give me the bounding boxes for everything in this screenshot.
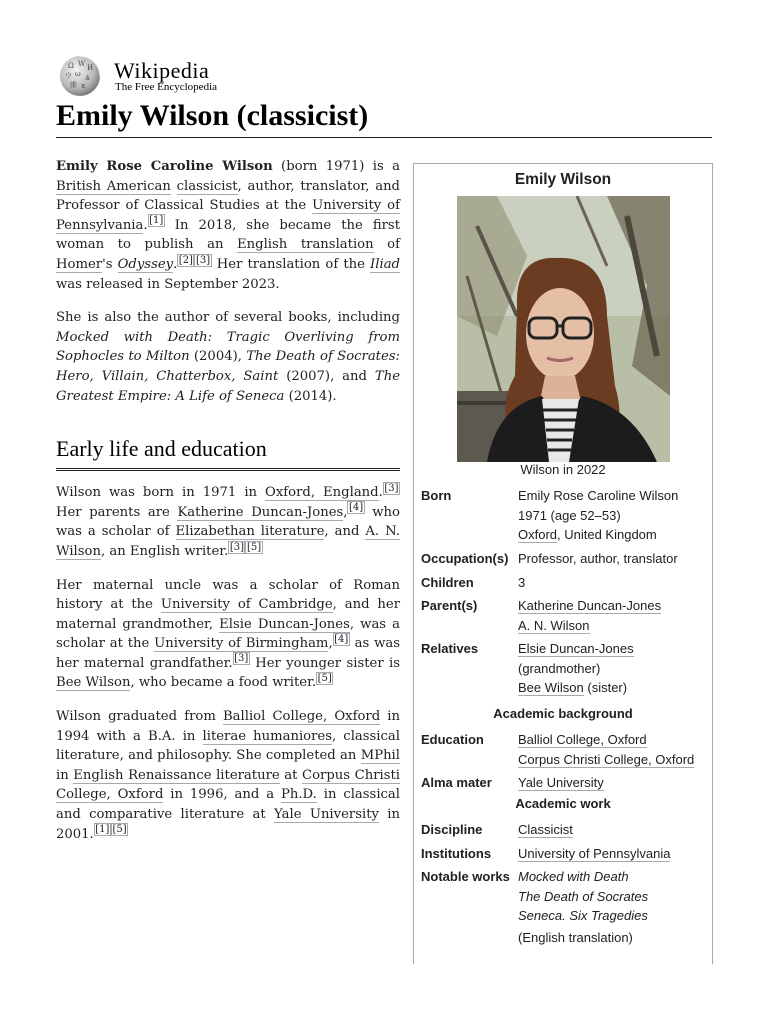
svg-text:Ω: Ω xyxy=(68,62,74,70)
text: . xyxy=(378,485,383,501)
text: at xyxy=(279,767,303,783)
subject-name: Emily Rose Caroline Wilson xyxy=(56,159,273,174)
svg-text:維: 維 xyxy=(70,81,77,89)
label-discipline: Discipline xyxy=(421,822,483,837)
text: Her translation of the xyxy=(211,256,371,272)
link-upenn[interactable]: University of Pennsylvania xyxy=(56,198,400,233)
intro-paragraph-1 xyxy=(56,157,400,294)
relative-note: (sister) xyxy=(583,680,628,695)
link-literae-humaniores[interactable]: literae humaniores xyxy=(202,728,333,744)
link-oxford-england[interactable]: Oxford, England xyxy=(265,485,379,501)
text: in 1996, and a xyxy=(163,787,281,803)
citation-5[interactable]: [5] xyxy=(317,673,332,685)
citation-2[interactable]: [2] xyxy=(178,254,193,266)
label-occupation: Occupation(s) xyxy=(421,551,509,566)
value-parents xyxy=(518,596,710,635)
citation-3[interactable]: [3] xyxy=(195,254,211,266)
svg-text:ω: ω xyxy=(75,70,81,78)
citation-5[interactable]: [5] xyxy=(246,541,262,553)
link-an-wilson[interactable]: A. N. Wilson xyxy=(56,524,401,559)
label-children: Children xyxy=(421,575,474,590)
infobox-title: Emily Wilson xyxy=(514,171,612,188)
link-oxford[interactable]: Oxford xyxy=(518,527,558,542)
link-university-of-cambridge[interactable]: University of Cambridge xyxy=(160,597,333,613)
text: Wilson graduated from xyxy=(56,709,223,725)
text: Her parents are xyxy=(56,504,178,520)
link-odyssey[interactable]: Odyssey xyxy=(117,256,174,272)
citation-3[interactable]: [3] xyxy=(229,541,244,553)
section-academic-background: Academic background xyxy=(493,706,633,721)
book-title: The Death of Socrates: Hero, Villain, Chatterbox, Saint xyxy=(56,349,400,384)
text: , author, translator, and Professor of Classical Studies at the xyxy=(56,178,401,214)
text: in 2001. xyxy=(56,807,400,842)
section-heading-early-life: Early life and education xyxy=(56,434,400,471)
link-balliol-college[interactable]: Balliol College, Oxford xyxy=(222,709,381,725)
relative-note: (grandmother) xyxy=(518,660,601,676)
text: , xyxy=(343,504,348,520)
value-notable-works xyxy=(518,867,710,947)
text: , an English writer. xyxy=(100,543,229,559)
text: She is also the author of several books, including xyxy=(56,310,400,326)
born-name: Emily Rose Caroline Wilson xyxy=(518,488,679,503)
label-relatives: Relatives xyxy=(421,641,479,656)
link-discipline-classicist[interactable]: Classicist xyxy=(518,822,573,837)
link-parent-an-wilson[interactable]: A. N. Wilson xyxy=(518,617,590,633)
text: (2007), and xyxy=(278,368,375,384)
intro-paragraph-2 xyxy=(56,308,400,406)
text: was released in September 2023. xyxy=(56,276,280,292)
link-alma-mater-yale[interactable]: Yale University xyxy=(518,775,604,790)
link-education-balliol[interactable]: Balliol College, Oxford xyxy=(518,732,647,747)
link-relative-bee[interactable]: Bee Wilson xyxy=(518,680,584,695)
page-title: Emily Wilson (classicist) xyxy=(56,96,712,138)
label-parents: Parent(s) xyxy=(421,598,478,613)
citation-1[interactable]: [1] xyxy=(95,824,110,836)
link-english-renaissance-literature[interactable]: English Renaissance literature xyxy=(73,767,280,783)
text: in classical and comparative literature at xyxy=(56,787,401,823)
text: (2004), xyxy=(189,349,247,365)
book-title: Mocked with Death: Tragic Overliving from Sophocles to Milton xyxy=(56,329,400,365)
value-born xyxy=(518,486,710,545)
link-parent-katherine[interactable]: Katherine Duncan-Jones xyxy=(518,598,662,613)
text: 's xyxy=(102,256,118,272)
notable-work-note: (English translation) xyxy=(518,929,633,945)
svg-text:И: И xyxy=(87,64,94,72)
citation-4[interactable]: [4] xyxy=(334,633,349,645)
article-body xyxy=(56,157,400,858)
label-notable-works: Notable works xyxy=(421,869,510,884)
text: Her maternal uncle was a scholar of Roman history at the xyxy=(56,577,400,613)
text: , xyxy=(328,636,333,652)
wikipedia-globe-icon xyxy=(56,54,104,98)
citation-5[interactable]: [5] xyxy=(112,824,127,836)
link-university-of-birmingham[interactable]: University of Birmingham xyxy=(154,636,329,652)
text: , and xyxy=(324,524,366,540)
link-british-american[interactable]: British American xyxy=(56,178,171,194)
early-paragraph-2 xyxy=(56,576,400,694)
link-homer[interactable]: Homer xyxy=(56,256,103,272)
book-title: The Greatest Empire: A Life of Seneca xyxy=(56,368,400,404)
text: In 2018, she became the first woman to publish an xyxy=(56,217,400,253)
text: of xyxy=(373,237,400,253)
early-paragraph-3 xyxy=(56,707,400,844)
svg-text:ธ: ธ xyxy=(81,82,86,90)
text: who was a scholar of xyxy=(56,504,400,540)
link-yale-university[interactable]: Yale University xyxy=(273,807,379,823)
notable-work: The Death of Socrates xyxy=(518,888,649,904)
born-date: 1971 (age 52–53) xyxy=(518,507,621,523)
text xyxy=(171,179,177,194)
text: (2014). xyxy=(284,388,337,404)
link-english-translation[interactable]: English translation xyxy=(237,237,374,253)
notable-work: Seneca. Six Tragedies xyxy=(518,908,648,923)
text: Wilson was born in 1971 in xyxy=(56,485,266,501)
text: , United Kingdom xyxy=(557,527,657,542)
value-children: 3 xyxy=(518,575,526,590)
text: . xyxy=(143,217,148,233)
text: in xyxy=(56,767,74,783)
text: , classical literature, and philosophy. She completed an xyxy=(56,728,400,764)
value-education xyxy=(518,730,710,769)
label-institutions: Institutions xyxy=(421,846,492,861)
label-born: Born xyxy=(421,488,452,503)
link-classicist[interactable]: classicist xyxy=(176,178,238,194)
early-paragraph-1 xyxy=(56,483,400,561)
text: , who became a food writer. xyxy=(130,675,317,691)
svg-text:Ѧ: Ѧ xyxy=(85,74,91,82)
link-elizabethan-literature[interactable]: Elizabethan literature xyxy=(175,524,325,540)
link-relative-elsie[interactable]: Elsie Duncan-Jones xyxy=(518,641,634,656)
value-occupation: Professor, author, translator xyxy=(518,551,678,566)
label-education: Education xyxy=(421,732,484,747)
citation-4[interactable]: [4] xyxy=(348,502,364,514)
wordmark-subtitle: The Free Encyclopedia xyxy=(115,81,218,93)
link-education-corpus[interactable]: Corpus Christi College, Oxford xyxy=(518,751,695,767)
link-mphil[interactable]: MPhil xyxy=(360,748,400,764)
text: . xyxy=(173,256,178,272)
photo-caption: Wilson in 2022 xyxy=(520,462,606,477)
wikipedia-logo[interactable] xyxy=(56,54,256,98)
link-corpus-christi[interactable]: Corpus Christi College, Oxford xyxy=(56,767,401,803)
notable-work: Mocked with Death xyxy=(518,869,629,884)
link-institution-upenn[interactable]: University of Pennsylvania xyxy=(518,846,671,861)
text: (born 1971) is a xyxy=(272,159,400,174)
portrait-photo[interactable] xyxy=(457,196,670,462)
value-institutions xyxy=(518,844,710,864)
wordmark-title: Wikipedia xyxy=(114,58,210,83)
link-elsie-duncan-jones[interactable]: Elsie Duncan-Jones xyxy=(219,616,350,632)
svg-text:ウ: ウ xyxy=(65,72,72,80)
value-alma-mater xyxy=(518,773,710,793)
text: in 1994 with a B.A. in xyxy=(56,709,400,744)
citation-1[interactable]: [1] xyxy=(149,215,164,227)
text: , and her maternal grandmother, xyxy=(56,597,400,632)
value-discipline xyxy=(518,820,710,840)
svg-text:W: W xyxy=(78,60,86,68)
link-bee-wilson[interactable]: Bee Wilson xyxy=(56,675,131,691)
text: Her younger sister is xyxy=(249,655,401,671)
text: as was her maternal grandfather. xyxy=(56,636,400,671)
link-iliad[interactable]: Iliad xyxy=(370,256,400,272)
link-phd[interactable]: Ph.D. xyxy=(280,787,317,803)
label-alma-mater: Alma mater xyxy=(421,775,492,790)
text: , was a scholar at the xyxy=(56,616,401,652)
infobox xyxy=(413,163,713,964)
born-place xyxy=(518,525,710,545)
section-academic-work: Academic work xyxy=(515,796,611,811)
value-relatives xyxy=(518,639,710,698)
link-katherine-duncan-jones[interactable]: Katherine Duncan-Jones xyxy=(177,504,344,520)
citation-3[interactable]: [3] xyxy=(234,653,249,665)
citation-3[interactable]: [3] xyxy=(384,482,399,494)
